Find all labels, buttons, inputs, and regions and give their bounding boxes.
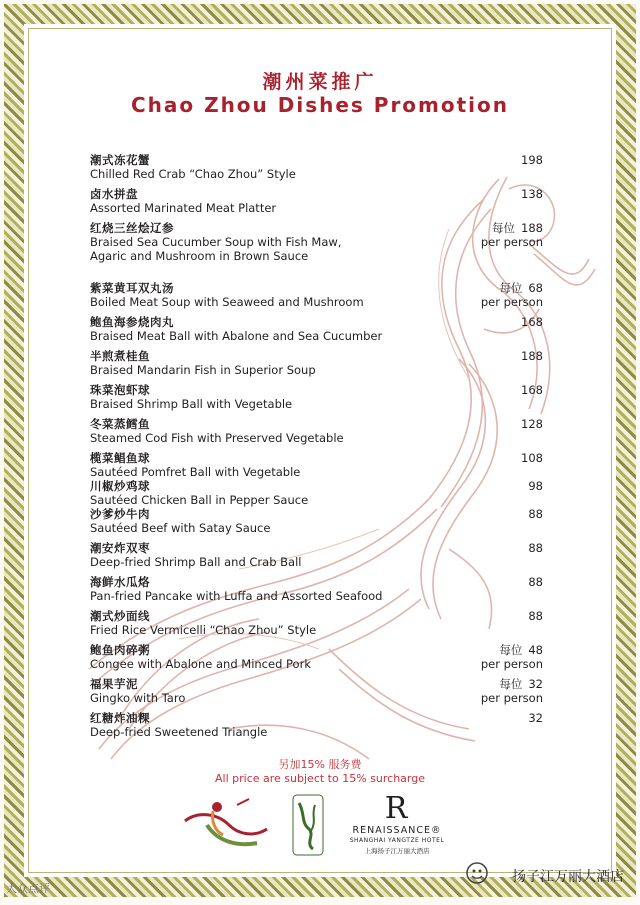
dish-name-english: Pan-fried Pancake with Luffa and Assorted Seafood (90, 589, 383, 603)
dish-item (90, 349, 550, 377)
dish-price (528, 575, 543, 589)
dish-price (528, 507, 543, 521)
renaissance-logo-chinese: 上海扬子江万丽大酒店 (364, 847, 430, 855)
watermark-account-name: 扬子江万丽大酒店 (512, 869, 624, 885)
title-chinese: 潮州菜推广 (262, 71, 378, 93)
dish-name-english: Braised Meat Ball with Abalone and Sea Cucumber (90, 329, 383, 343)
price-value: 88 (528, 507, 543, 521)
dish-name-chinese: 川椒炒鸡球 (90, 479, 150, 493)
price-line (481, 281, 543, 295)
dish-item (90, 451, 550, 479)
price-unit-english: per person (480, 691, 543, 705)
dish-name-english: Fried Rice Vermicelli “Chao Zhou” Style (90, 623, 317, 637)
price-line (481, 221, 543, 235)
price-value: 138 (521, 187, 543, 201)
price-unit-english: per person (480, 657, 543, 671)
dish-price (528, 479, 543, 493)
dish-price (521, 451, 543, 465)
dish-price (481, 677, 543, 705)
price-line (521, 187, 543, 201)
dish-name-chinese: 半煎煮桂鱼 (90, 349, 150, 363)
dish-name-english: Sautéed Beef with Satay Sauce (90, 521, 271, 535)
price-value: 128 (521, 417, 543, 431)
surcharge-note-english: All price are subject to 15% surcharge (215, 772, 425, 785)
dish-name-chinese: 紫菜黄耳双丸汤 (90, 281, 174, 295)
price-value: 48 (528, 643, 543, 657)
price-value: 188 (521, 349, 543, 363)
dish-name-english: Braised Sea Cucumber Soup with Fish Maw, (90, 235, 342, 249)
price-line (521, 451, 543, 465)
dish-item (90, 315, 550, 343)
price-value: 88 (528, 575, 543, 589)
price-line (521, 349, 543, 363)
dish-name-chinese: 冬菜蒸鳕鱼 (90, 417, 150, 431)
dish-name-english: Braised Mandarin Fish in Superior Soup (90, 363, 316, 377)
dish-item (90, 711, 550, 739)
price-line (528, 711, 543, 725)
price-value: 198 (521, 153, 543, 167)
dish-price (521, 315, 543, 329)
dish-name-chinese: 潮安炸双枣 (90, 541, 150, 555)
renaissance-logo-mark: R (384, 791, 408, 826)
dish-name-english: Braised Shrimp Ball with Vegetable (90, 397, 293, 411)
dish-name-english: Boiled Meat Soup with Seaweed and Mushroom (90, 295, 364, 309)
dish-item (90, 187, 550, 215)
dish-item (90, 575, 550, 603)
restaurant-seal-logo (291, 793, 325, 857)
dish-price (521, 417, 543, 431)
price-unit-chinese: 每位 (492, 221, 516, 235)
dish-price (481, 221, 543, 249)
price-value: 68 (528, 281, 543, 295)
dish-price (528, 711, 543, 725)
dish-name-english: Congee with Abalone and Minced Pork (90, 657, 311, 671)
dish-price (481, 281, 543, 309)
price-unit-chinese: 每位 (499, 643, 523, 657)
dish-item (90, 609, 550, 637)
price-unit-chinese: 每位 (499, 677, 523, 691)
dish-name-chinese: 珠菜泡虾球 (90, 383, 150, 397)
dish-name-english-line2: Agaric and Mushroom in Brown Sauce (90, 249, 309, 263)
dish-name-chinese: 潮式炒面线 (90, 609, 150, 623)
renaissance-logo-subtitle: SHANGHAI YANGTZE HOTEL (349, 837, 445, 844)
dish-item (90, 507, 550, 535)
dish-price (521, 349, 543, 363)
dish-name-english: Sautéed Pomfret Ball with Vegetable (90, 465, 301, 479)
price-line (521, 417, 543, 431)
price-value: 108 (521, 451, 543, 465)
price-line (528, 507, 543, 521)
dish-name-english: Steamed Cod Fish with Preserved Vegetable (90, 431, 344, 445)
dish-name-chinese: 沙爹炒牛肉 (90, 507, 150, 521)
dish-name-english: Sautéed Chicken Ball in Pepper Sauce (90, 493, 309, 507)
dish-name-chinese: 海鲜水瓜烙 (90, 575, 150, 589)
dish-name-english: Assorted Marinated Meat Platter (90, 201, 277, 215)
dish-item (90, 417, 550, 445)
dancer-logo (177, 791, 273, 855)
dish-name-chinese: 卤水拼盘 (90, 187, 138, 201)
dish-item (90, 541, 550, 569)
price-line (528, 609, 543, 623)
dish-name-chinese: 榄菜鲳鱼球 (90, 451, 150, 465)
price-unit-chinese: 每位 (499, 281, 523, 295)
price-line (528, 541, 543, 555)
dish-name-chinese: 鲍鱼海参烧肉丸 (90, 315, 174, 329)
dish-name-chinese: 鲍鱼肉碎粥 (90, 643, 150, 657)
watermark-source: 大众点评 (6, 882, 50, 895)
price-line (528, 479, 543, 493)
dish-name-chinese: 红糖炸油粿 (90, 711, 150, 725)
menu-content (29, 29, 611, 872)
price-line (528, 575, 543, 589)
dish-item (90, 153, 550, 181)
price-unit-english: per person (480, 295, 543, 309)
price-line (521, 153, 543, 167)
price-unit-english: per person (480, 235, 543, 249)
price-line (481, 677, 543, 691)
price-value: 188 (521, 221, 543, 235)
dish-price (528, 541, 543, 555)
dish-price (521, 153, 543, 167)
price-value: 88 (528, 541, 543, 555)
surcharge-note-chinese: 另加15% 服务费 (278, 758, 362, 771)
price-line (521, 315, 543, 329)
price-value: 88 (528, 609, 543, 623)
price-value: 168 (521, 383, 543, 397)
dish-name-english: Deep-fried Sweetened Triangle (90, 725, 268, 739)
price-value: 98 (528, 479, 543, 493)
price-line (481, 643, 543, 657)
dish-name-chinese: 福果芋泥 (90, 677, 138, 691)
renaissance-logo-name: RENAISSANCE® (352, 825, 442, 836)
dish-price (521, 383, 543, 397)
dish-price (481, 643, 543, 671)
dish-item (90, 479, 550, 507)
title-english: Chao Zhou Dishes Promotion (130, 93, 510, 117)
dish-name-chinese: 潮式冻花蟹 (90, 153, 150, 167)
price-value: 168 (521, 315, 543, 329)
dish-name-english: Deep-fried Shrimp Ball and Crab Ball (90, 555, 302, 569)
dish-name-english: Gingko with Taro (90, 691, 186, 705)
dish-name-chinese: 红烧三丝烩辽参 (90, 221, 174, 235)
price-value: 32 (528, 711, 543, 725)
dish-price (528, 609, 543, 623)
price-line (521, 383, 543, 397)
dish-item (90, 383, 550, 411)
dish-name-english: Chilled Red Crab “Chao Zhou” Style (90, 167, 296, 181)
price-value: 32 (528, 677, 543, 691)
wechat-icon (466, 862, 488, 884)
dish-price (521, 187, 543, 201)
